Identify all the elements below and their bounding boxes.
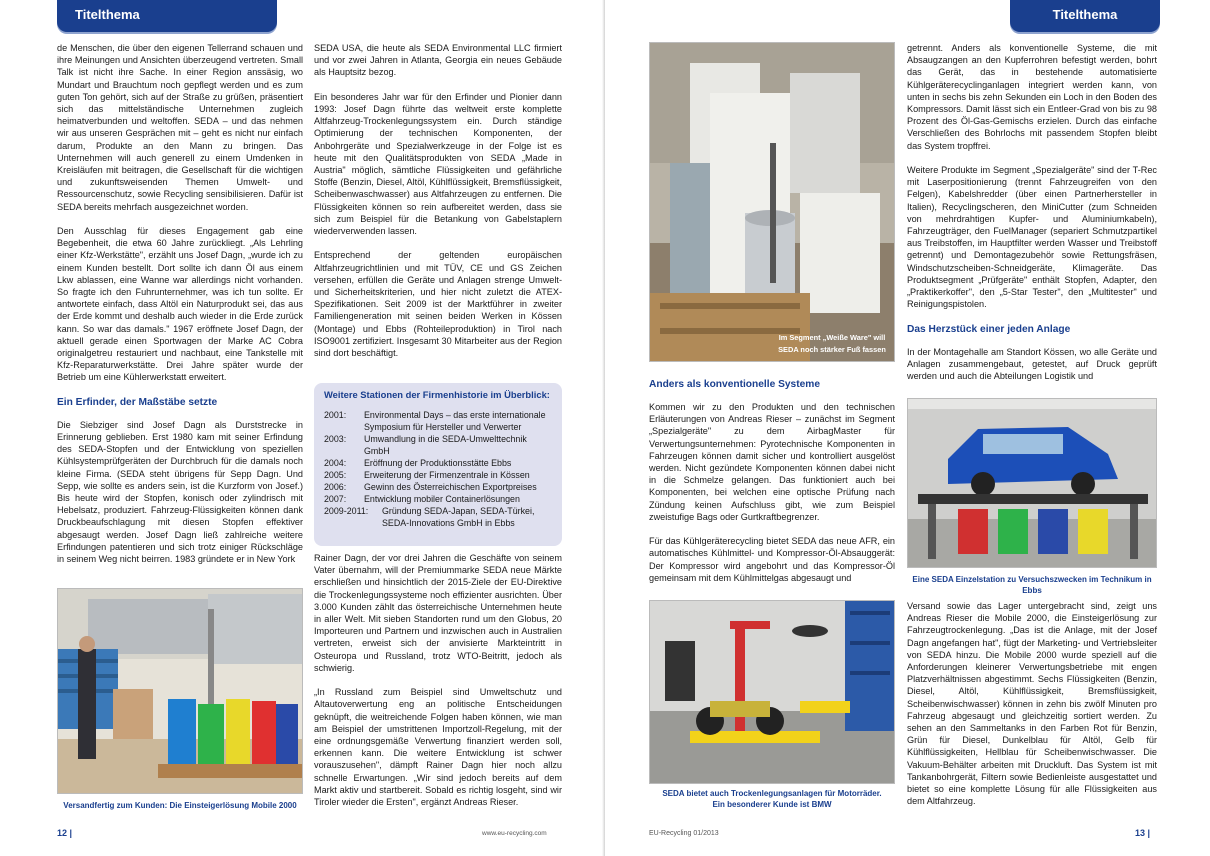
right-column-2 [907,42,1157,394]
right-column-2-continued [907,600,1157,820]
sidebar-title: Weitere Stationen der Firmenhistorie im Überblick: [324,389,550,400]
history-text: Environmental Days – das erste internationale Symposium für Hersteller und Verwerter [364,410,546,432]
history-row [324,469,552,481]
page-number-left: 12 | [57,828,73,838]
paragraph: Versand sowie das Lager untergebracht sind, zeigt uns Andreas Rieser die Mobile 2000, die Einsteigerlösung zur Fahrzeugtrockenlegung. „Das ist die Anlage, mit der Josef Dagn angefangen hat", fügt der Marketing- und Vertriebsleiter von SEDA hinzu. Die Mobile 2000 wurde speziell auf die Anforderungen kleinerer Verwertungsbetriebe mit engen Platzverhältnissen abgestimmt. Sechs Flüssigkeiten (Benzin, Diesel, Altöl, Kühlflüssigkeit, Bremsflüssigkeit, Scheibenwischwasser) können in zehn bis zwölf Minuten pro Fahrzeug abgesaugt und gleichzeitig sortiert werden. Zu sehen an den Sammeltanks in den Farben Rot für Benzin, Grün für Diesel, Dunkelblau für Altöl, Gelb für Kühlflüssigkeiten, Hellblau für Scheibenwischwasser. Die Vakuum-Behälter arbeiten mit Druckluft. Das System ist mit Tankanbohrgerät, Filtern sowie Bedienleiste ausgestattet und bietet so eine komplette Lösung für alle Flüssigkeiten aus dem Altfahrzeug. [907,601,1157,807]
paragraph: In der Montagehalle am Standort Kössen, wo alle Geräte und Anlagen zusammengebaut, getestet, auf Druck geprüft werden und auch die Abteilungen Logistik und [907,346,1157,382]
paragraph: Die Siebziger sind Josef Dagn als Durststrecke in Erinnerung geblieben. Erst 1980 kam mit seiner Erfindung des SEDA-Stopfen und der Entwicklung von speziellen Kühlsystemprüfgeräten der Durchbruch für die damals noch kleine Firma. (SEDA steht übrigens für Sepp Dagn. Und Sepp, wie sollte es anders sein, ist die Kurzform von Josef.) Bis heute wird der Stopfen, konisch oder zylindrisch mit Hebelsatz, produziert. Fahrzeug-Flüssigkeiten können dank Druckbeaufschlagung mit diesen Stopfen effektiver abgesaugt werden. Josef Dagn ließ zahlreiche weitere Erfindungen patentieren und sich trotz einiger Rückschläge in seinem Weg nicht beirren. 1983 gründete er in New York [57,419,303,565]
photo-caption-line2: Ein besonderer Kunde ist BMW [712,800,832,809]
section-tab-right: Titelthema [1010,0,1160,32]
section-tab-left: Titelthema [57,0,277,32]
right-column-1 [649,376,895,596]
page-number-right: 13 | [1135,828,1151,838]
paragraph: Weitere Produkte im Segment „Spezialgeräte" sind der T-Rec mit Laserpositionierung (trennt Fahrzeugreifen von den Felgen), Kabelshredder (über einen Partnerhersteller in Italien), Recyclingscheren, den MiniCutter (zum Schneiden von mehrdrahtigen Kupfer- und Aluminiumkabeln), Fahrzeugträger, den FuelManager (separiert Schmutzpartikel aus Treibstoffen, im Hauptfilter werden Wasser und Treibstoff getrennt) und Demontagezubehör sowie Rettungsfräsen, Windschutzscheiben-Schneidgeräte, Klimageräte. Das Produktsegment „Prüfgeräte" enthält Stopfen, Adapter, den „Praktikerkoffer", den „5-Star Tester", den „Multitester" und Reinigungspistolen. [907,165,1157,310]
photo-white-goods [649,42,895,362]
website-url: www.eu-recycling.com [482,830,547,837]
paragraph: „In Russland zum Beispiel sind Umweltschutz und Altautoverwertung eng an politische Entscheidungen geknüpft, die weitreichende Folgen haben können, wie man am Beispiel der umstrittenen Importzoll-Regelung, mit der eine ordnungsgemäße Verwertung finanziert werden soll, erkennen kann. Die weitere Entwicklung ist schwer vorauszusehen", dämpft Rainer Dagn hier noch allzu schnelle Erwartungen. „Wir sind jedoch bereits auf dem Markt aktiv und startbereit. Sobald es richtig losgeht, sind wir Tiroler wieder die Ersten", ergänzt Andreas Rieser. [314,687,562,808]
left-column-1 [57,42,303,577]
paragraph: getrennt. Anders als konventionelle Systeme, die mit Absaugzangen an den Kupferrohren befestigt werden, bohrt das Gerät, das in bestehende automatisierte Kühlgeräterecyclinganlagen integriert werden kann, von unten in sechs bis zehn Sekunden ein Loch in den Boden des Kompressors. Damit lässt sich ein Entleer-Grad von bis zu 98 Prozent des Öl-Gas-Gemischs erzielen. Durch das einfache Verschließen des Bohrlochs mit passendem Stopfen bleibt das System tropffrei. [907,43,1157,151]
history-text: Entwicklung mobiler Containerlösungen [364,494,520,504]
history-row [324,433,552,457]
history-row [324,481,552,493]
history-year: 2004: [324,458,347,468]
history-year: 2006: [324,482,347,492]
history-row [324,457,552,469]
paragraph: Kommen wir zu den Produkten und den technischen Erläuterungen von Andreas Rieser – zunächst im Segment „Spezialgeräte" zu dem AirbagMaster für Verwertungsunternehmen: Pyrotechnische Komponenten in Fahrzeugen können damit sicher und kontrolliert ausgelöst werden. Nicht gezündete Komponenten können dabei nicht in die Schmelze gelangen. Das funktioniert auch bei Komponenten, bei welchen eine optische Prüfung nach Zündung keinen Aufschluss gibt, wie zum Beispiel zweistufige Bags oder Gurtkraftbegrenzer. [649,402,895,522]
overlay-caption-line1: Im Segment „Weiße Ware" will [778,333,886,342]
overlay-caption-line2: SEDA noch stärker Fuß fassen [778,345,886,354]
photo-mobile-2000 [57,588,303,794]
history-sidebar [314,383,562,546]
photo-car-illustration [908,399,1157,568]
history-year: 2003: [324,434,347,444]
photo-motorcycle-illustration [650,601,895,784]
history-year: 2009-2011: [324,506,369,516]
issue-label: EU-Recycling 01/2013 [649,830,719,837]
history-text: Umwandlung in die SEDA-Umwelttechnik GmbH [364,434,527,456]
history-text: Gewinn des Österreichischen Exportpreises [364,482,537,492]
subheading: Ein Erfinder, der Maßstäbe setzte [57,396,218,408]
left-column-2-continued [314,552,562,820]
history-text: Gründung SEDA-Japan, SEDA-Türkei, SEDA-Innovations GmbH in Ebbs [382,506,535,528]
paragraph: de Menschen, die über den eigenen Tellerrand schauen und ihre Meinungen und Ansichten überzeugend vertreten. Small Talk ist nicht ihre Sache. In einer Region anssäsig, wo Mundart und Brauchtum noch gepflegt werden und es zum guten Ton gehört, sich auf der Straße zu grüßen, präsentiert sich das mittelständische Unternehmen zugleich heimatverbunden und weltoffen. SEDA – und das nehmen wir aus unseren Gesprächen mit – geht es nicht nur einfach darum, Produkte an den Mann zu bringen. Das Unternehmen will auch generell zu einem Umdenken in Kreisläufen mit beitragen, die Gesellschaft für die wichtigen und zukunftsweisenden Themen Umwelt- und Ressourcenschutz, sowie Recycling sensibilisieren. Dafür ist SEDA bereits mehrfach ausgezeichnet worden. [57,43,303,212]
paragraph: Rainer Dagn, der vor drei Jahren die Geschäfte von seinem Vater übernahm, will der Premiummarke SEDA neue Märkte erschließen und hinsichtlich der 2015-Ziele der EU-Direktive die Trockenlegungssysteme noch effizienter ausrichten. Über 3.000 Kunden zählt das österreichische Unternehmen heute in aller Welt. Mit sieben Standorten rund um den Globus, 20 Importeuren und Partnern und inzwischen auch in Australien vertreten, erweist sich der anvisierte Markteintritt in Osteuropa und Russland, trotz WTO-Beitritt, jedoch als schwierig. [314,553,562,673]
history-row [324,409,552,433]
paragraph: Ein besonderes Jahr war für den Erfinder und Pionier dann 1993: Josef Dagn führte das weltweit erste komplette Altfahrzeug-Trockenlegungssystem ein. Durch ständige Optimierung der technischen Komponenten, der Anbohrgeräte und Spezialwerkzeuge in der Folge ist es heute mit den Qualitätsprodukten von SEDA „Made in Austria" möglich, sämtliche Flüssigkeiten und gefährliche Stoffe (Benzin, Diesel, Altöl, Kühlflüssigkeit, Bremsflüssigkeit, Scheibenwaschwasser) aus Altfahrzeugen zu entfernen. Die Flüssigkeiten können so rein aufbereitet werden, dass sie sich zum Beispiel für die Betankung von Gabelstaplern wiederverwenden lassen. [314,91,562,237]
photo-motorcycle-station [649,600,895,784]
history-text: Erweiterung der Firmenzentrale in Kössen [364,470,530,480]
photo-caption-line1: SEDA bietet auch Trockenlegungsanlagen für Motorräder. [662,789,882,798]
history-row [324,493,552,505]
history-text: Eröffnung der Produktionsstätte Ebbs [364,458,512,468]
photo-mobile-2000-illustration [58,589,303,794]
paragraph: SEDA USA, die heute als SEDA Environmental LLC firmiert und vor zwei Jahren in Atlanta, Georgia ein neues Gebäude als Hauptsitz bezog. [314,43,562,78]
history-year: 2005: [324,470,347,480]
history-row [324,505,552,529]
subheading: Das Herzstück einer jeden Anlage [907,323,1071,335]
photo-white-goods-illustration [650,43,895,362]
photo-car-station [907,398,1157,568]
photo-caption: Versandfertig zum Kunden: Die Einsteigerlösung Mobile 2000 [63,801,297,810]
paragraph: Den Ausschlag für dieses Engagement gab eine Begebenheit, die etwa 60 Jahre zurückliegt. „Als Lehrling einer Kfz-Werkstätte", erzählt uns Josef Dagn, „wurde ich zu einem Kunden bestellt. Dort sollte ich dann Öl aus einem Lkw ablassen, eine Wanne war allerdings nicht vorhanden. So fragte ich den Fuhrunternehmer, was ich tun sollte. Er antwortete einfach, dass Altöl ein Naturprodukt sei, das aus der Erde kommt und deshalb auch wieder in die Erde zurück kann. So war das damals." 1967 eröffnete Josef Dagn, der aktuell gerade einen Sportwagen der Marke AC Cobra originalgetreu restauriert und nachbaut, eine Tankstelle mit Kfz-Reparaturwerkstätte. Drei Jahre später wurde der Betrieb um eine Kühlerwerkstatt erweitert. [57,226,303,383]
subheading: Anders als konventionelle Systeme [649,379,820,390]
history-year: 2001: [324,410,347,420]
paragraph: Für das Kühlgeräterecycling bietet SEDA das neue AFR, ein automatisches Kühlmittel- und Kompressor-Öl-Absauggerät: Der Kompressor wird angebohrt und das Kompressor-Öl gemeinsam mit dem Kühlmittelgas abgesaugt und [649,536,895,583]
right-page [605,0,1210,856]
left-column-2 [314,42,562,371]
history-year: 2007: [324,494,347,504]
photo-caption: Eine SEDA Einzelstation zu Versuchszwecken im Technikum in Ebbs [912,575,1152,595]
paragraph: Entsprechend der geltenden europäischen Altfahrzeugrichtlinien und mit TÜV, CE und GS Zeichen versehen, erfüllen die Geräte und Anlagen strenge Umwelt- und Sicherheitskriterien, und hier nicht zuletzt die ATEX-Spezifikationen. Seit 2009 ist der Marktführer in zweiter Familiengeneration mit seinen beiden Werken in Kössen (Montage) und Ebbs (Rohteileproduktion) in Tirol nach ISO9001 zertifiziert. Insgesamt 30 Mitarbeiter aus der Region sind dort beschäftigt. [314,250,562,359]
